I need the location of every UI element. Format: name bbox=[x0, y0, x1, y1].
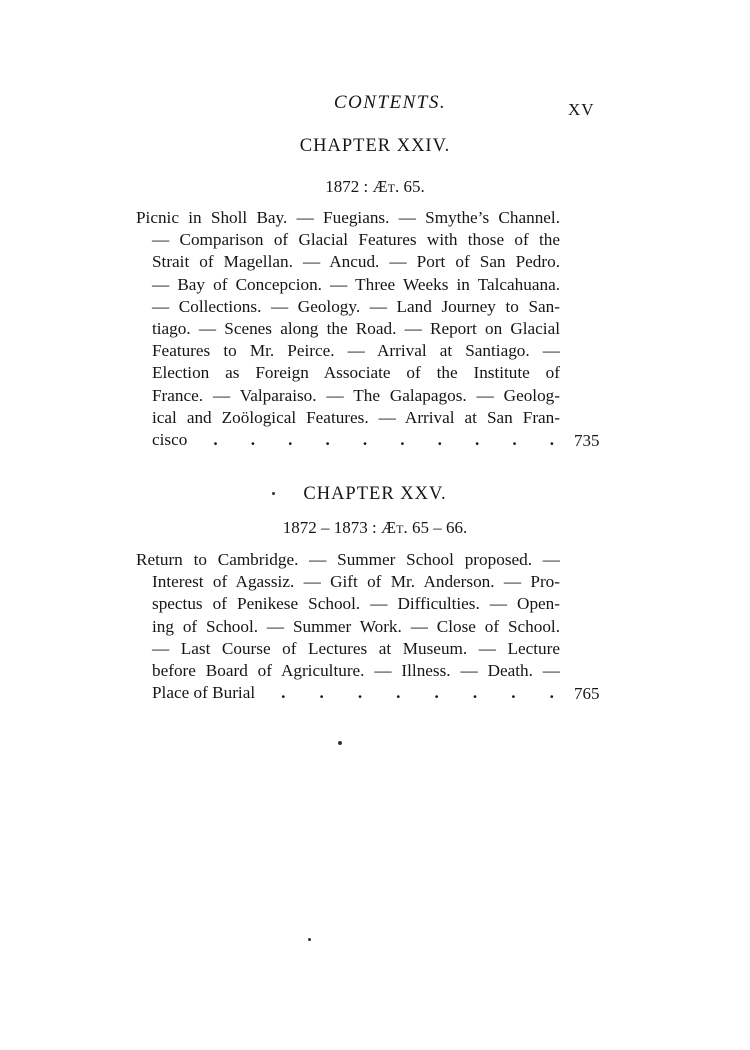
chapter-date-age: 65. bbox=[403, 177, 425, 196]
summary-line: Strait of Magellan. — Ancud. — Port of San Pedro. bbox=[152, 252, 560, 272]
chapter-summary bbox=[136, 549, 560, 704]
summary-line: — Collections. — Geology. — Land Journey to San- bbox=[152, 296, 560, 316]
chapter-heading: CHAPTER XXV. bbox=[303, 484, 447, 504]
summary-line: before Board of Agriculture. — Illness. — Death. — bbox=[152, 660, 560, 680]
summary-line: — Comparison of Glacial Features with those of the bbox=[152, 230, 560, 250]
summary-line: tiago. — Scenes along the Road. — Report on Glacial bbox=[152, 318, 560, 338]
chapter-summary bbox=[136, 207, 560, 451]
summary-line: ing of School. — Summer Work. — Close of School. bbox=[152, 616, 560, 636]
summary-last-text: cisco bbox=[152, 429, 188, 449]
summary-line: Return to Cambridge. — Summer School proposed. — bbox=[136, 550, 560, 569]
summary-line: France. — Valparaiso. — The Galapagos. — Geolog- bbox=[152, 385, 560, 405]
chapter-date-aet: Æt. bbox=[381, 518, 408, 537]
summary-line: Election as Foreign Associate of the Institute of bbox=[152, 363, 560, 383]
chapter-date bbox=[0, 518, 750, 538]
chapter-date bbox=[0, 177, 750, 197]
chapter-page-number: 735 bbox=[574, 431, 600, 450]
summary-last-line bbox=[136, 429, 560, 451]
summary-line: — Bay of Concepcion. — Three Weeks in Talcahuana. bbox=[152, 274, 560, 294]
summary-last-text: Place of Burial bbox=[152, 683, 256, 703]
summary-line: Features to Mr. Peirce. — Arrival at Santiago. — bbox=[152, 341, 560, 361]
summary-line: Picnic in Sholl Bay. — Fuegians. — Smythe’s Channel. bbox=[136, 208, 560, 227]
running-head bbox=[0, 92, 750, 114]
chapter-heading: CHAPTER XXIV. bbox=[299, 136, 451, 156]
chapter-date-year: 1872 – 1873 : bbox=[282, 518, 377, 537]
print-speck bbox=[338, 741, 342, 745]
summary-line: spectus of Penikese School. — Difficulties. — Open- bbox=[152, 594, 560, 614]
chapter-date-year: 1872 : bbox=[325, 177, 369, 196]
chapter-page-number: 765 bbox=[574, 684, 600, 703]
summary-last-line bbox=[136, 682, 560, 704]
dot-leader: . . . . . . . . . . bbox=[213, 429, 554, 449]
chapter-date-aet: Æt. bbox=[372, 177, 400, 196]
summary-line: — Last Course of Lectures at Museum. — Lecture bbox=[152, 638, 560, 658]
dot-leader: . . . . . . . . bbox=[281, 683, 554, 703]
folio-page-number: XV bbox=[568, 100, 595, 119]
print-speck bbox=[272, 492, 275, 495]
running-head-title: CONTENTS. bbox=[333, 92, 447, 113]
print-speck bbox=[308, 938, 311, 941]
summary-line: ical and Zoölogical Features. — Arrival at San Fran- bbox=[152, 407, 560, 427]
chapter-date-age: 65 – 66. bbox=[411, 518, 468, 537]
summary-line: Interest of Agassiz. — Gift of Mr. Anderson. — Pro- bbox=[152, 572, 560, 592]
